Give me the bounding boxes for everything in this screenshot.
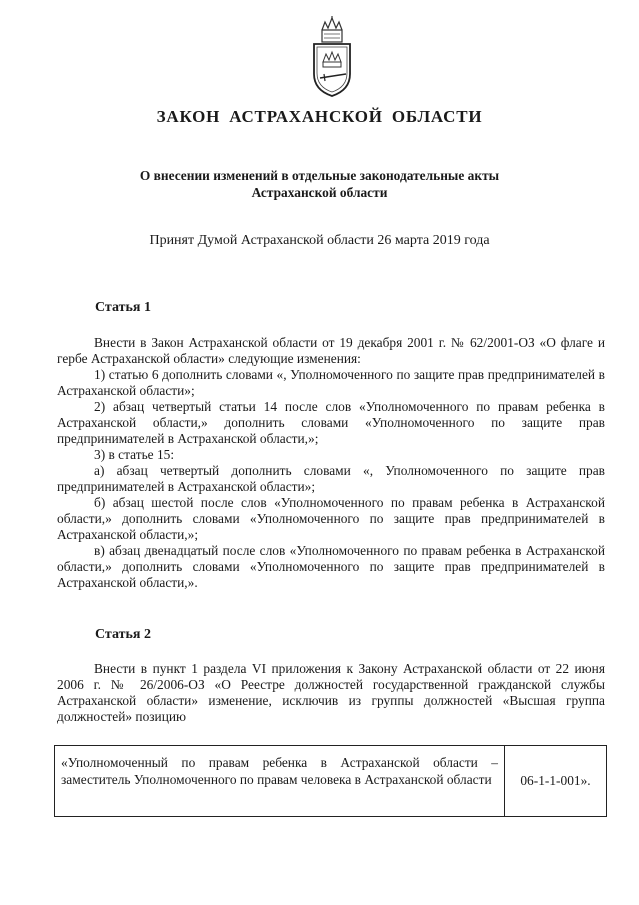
adoption-statement: Принят Думой Астраханской области 26 марта 2019 года [149,233,490,248]
position-code-cell: 06-1-1-001». [520,773,591,788]
article-2-body [57,661,605,725]
article-2-paragraph: Внести в пункт 1 раздела VI приложения к Закону Астраханской области от 22 июня 2006 г. № 26/2006-ОЗ «О Реестре должностей государственной гражданской службы Астраханской области» изменение, исключив из группы должностей «Высшая группа должностей» позицию [57,661,605,724]
article-1-body [57,335,605,591]
law-subject [60,167,579,201]
astrakhan-coat-of-arms-icon [300,16,364,100]
position-table [54,745,607,817]
article-1-paragraph: 3) в статье 15: [94,447,175,462]
position-name-cell: «Уполномоченный по правам ребенка в Астраханской области – заместитель Уполномоченного по правам человека в Астраханской области [55,746,505,816]
article-2-heading: Статья 2 [95,627,151,642]
subject-line-2: Астраханской области [251,185,388,200]
subject-line-1: О внесении изменений в отдельные законодательные акты [139,168,500,183]
article-1-paragraph: а) абзац четвертый дополнить словами «, Уполномоченного по защите прав предпринимателей в Астраханской области»; [57,463,605,494]
law-title: ЗАКОН АСТРАХАНСКОЙ ОБЛАСТИ [156,107,483,126]
article-1-paragraph: 2) абзац четвертый статьи 14 после слов «Уполномоченного по правам ребенка в Астраханской области,» дополнить словами «Уполномоченного по защите прав предпринимателей в Астраханской области,»; [57,399,605,446]
article-1-paragraph: б) абзац шестой после слов «Уполномоченного по правам ребенка в Астраханской области,» дополнить словами «Уполномоченного по защите прав предпринимателей в Астраханской области,»; [57,495,605,542]
article-1-paragraph: в) абзац двенадцатый после слов «Уполномоченного по правам ребенка в Астраханской области,» дополнить словами «Уполномоченного по защите прав предпринимателей в Астраханской области,». [57,543,605,590]
article-1-paragraph: 1) статью 6 дополнить словами «, Уполномоченного по защите прав предпринимателей в Астраханской области»; [57,367,605,398]
article-1-paragraph: Внести в Закон Астраханской области от 19 декабря 2001 г. № 62/2001-ОЗ «О флаге и гербе Астраханской области» следующие изменения: [57,335,605,366]
article-1-heading: Статья 1 [95,300,151,315]
